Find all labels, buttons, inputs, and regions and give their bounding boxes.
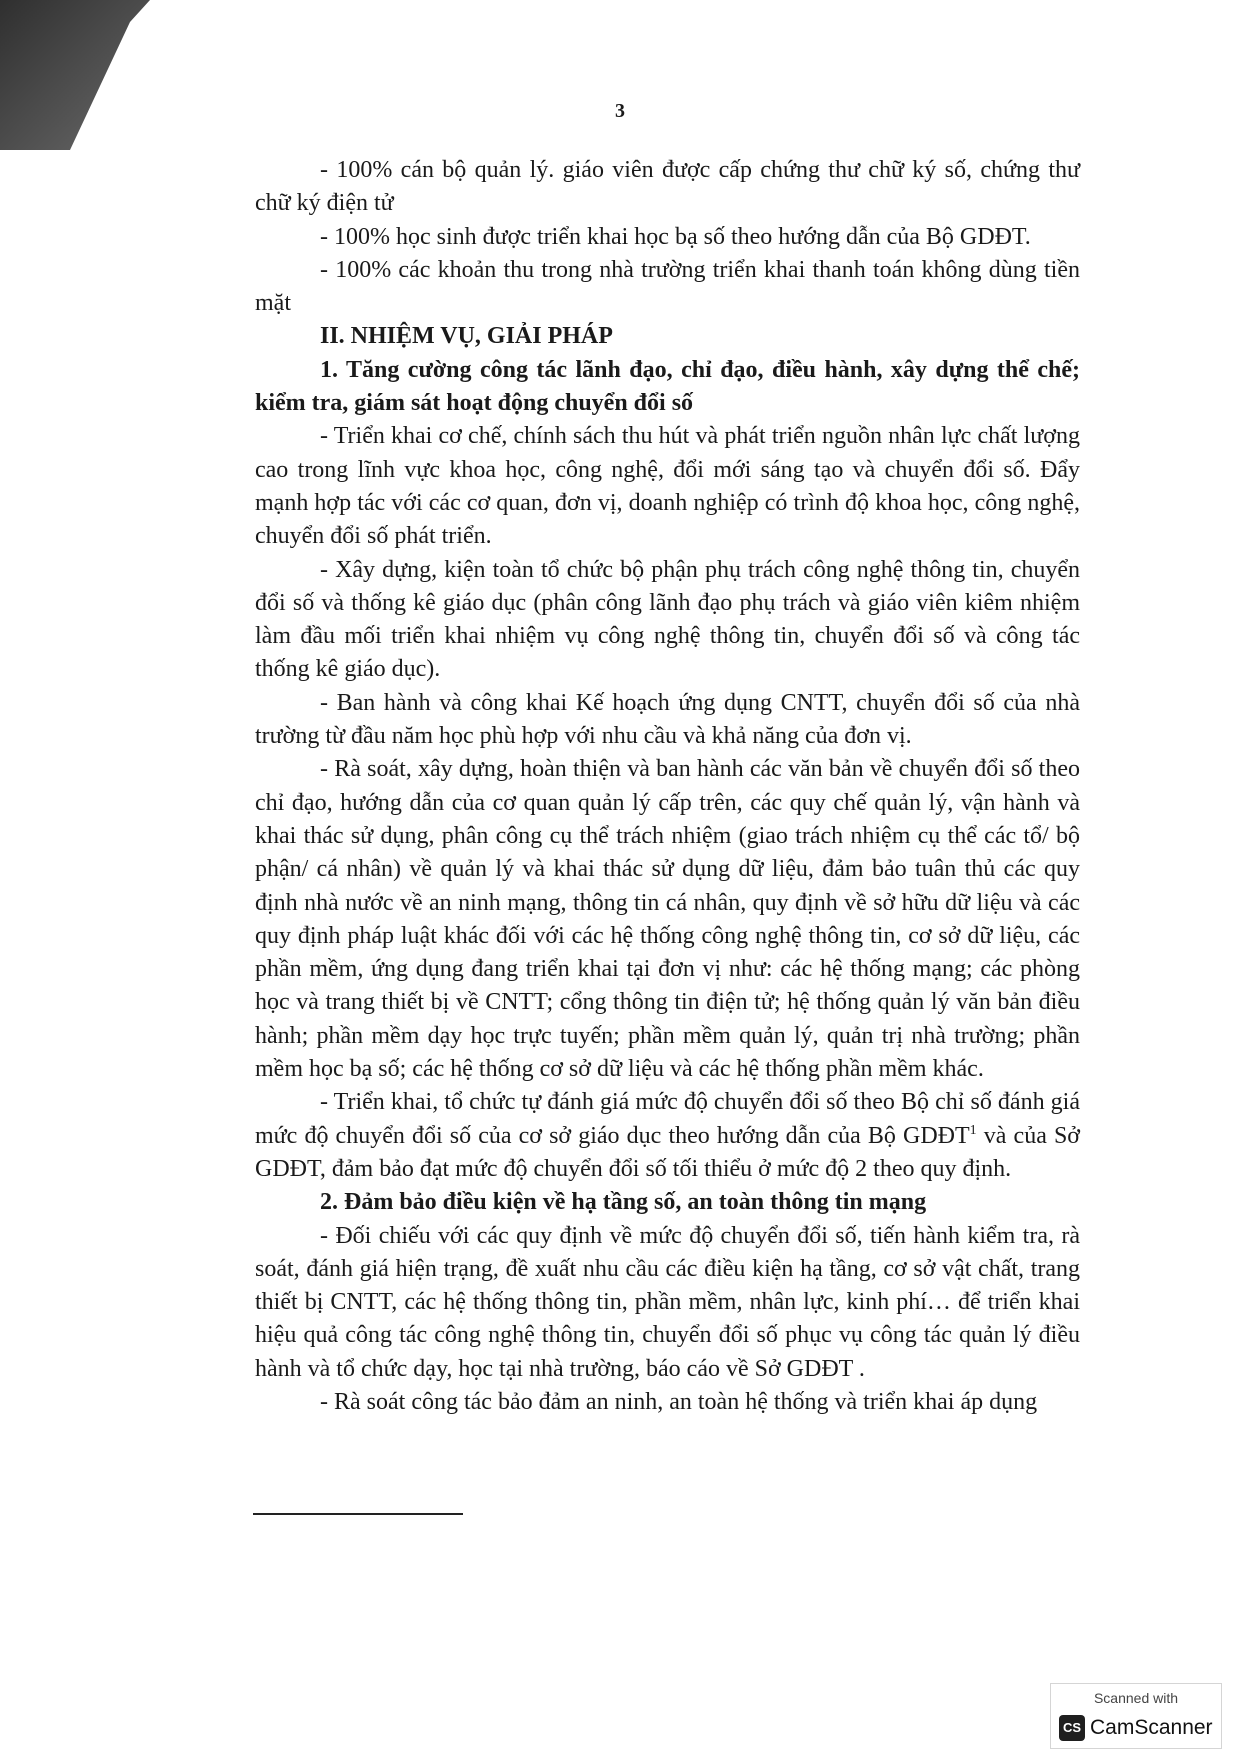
item-1-paragraph-footnoted bbox=[255, 1086, 1080, 1186]
target-paragraph: - 100% cán bộ quản lý. giáo viên được cấp chứng thư chữ ký số, chứng thư chữ ký điện tử bbox=[255, 157, 1080, 217]
paragraph-text: và của Sở GDĐT, đảm bảo đạt mức độ chuyển đổi số tối thiểu ở mức độ 2 theo quy định. bbox=[255, 1122, 1080, 1182]
footnote-separator bbox=[253, 1513, 463, 1515]
camscanner-watermark bbox=[1050, 1683, 1222, 1749]
item-1-paragraph: - Triển khai cơ chế, chính sách thu hút và phát triển nguồn nhân lực chất lượng cao trong lĩnh vực khoa học, công nghệ, đổi mới sáng tạo và chuyển đổi số. Đẩy mạnh hợp tác với các cơ quan, đơn vị, doanh nghiệp có trình độ khoa học, công nghệ, chuyển đổi số phát triển. bbox=[255, 423, 1080, 550]
target-paragraph: - 100% các khoản thu trong nhà trường triển khai thanh toán không dùng tiền mặt bbox=[255, 256, 1080, 317]
item-2-paragraph: - Rà soát công tác bảo đảm an ninh, an toàn hệ thống và triển khai áp dụng bbox=[320, 1388, 1038, 1415]
section-heading: II. NHIỆM VỤ, GIẢI PHÁP bbox=[320, 323, 613, 350]
item-2-paragraph: - Đối chiếu với các quy định về mức độ chuyển đổi số, tiến hành kiểm tra, rà soát, đánh giá hiện trạng, đề xuất nhu cầu các điều kiện hạ tầng, cơ sở vật chất, trang thiết bị CNTT, các hệ thống thông tin, phần mềm, nhân lực, kinh phí… để triển khai hiệu quả công tác công nghệ thông tin, chuyển đổi số phục vụ công tác quản lý điều hành và tổ chức dạy, học tại nhà trường, báo cáo về Sở GDĐT . bbox=[255, 1222, 1080, 1382]
item-1-paragraph: - Xây dựng, kiện toàn tổ chức bộ phận phụ trách công nghệ thông tin, chuyển đổi số và thống kê giáo dục (phân công lãnh đạo phụ trách và giáo viên kiêm nhiệm làm đầu mối triển khai nhiệm vụ công nghệ thông tin, chuyển đổi số và công tác thống kê giáo dục). bbox=[255, 556, 1080, 683]
target-paragraph: - 100% học sinh được triển khai học bạ số theo hướng dẫn của Bộ GDĐT. bbox=[320, 223, 1031, 250]
camscanner-logo-icon: CS bbox=[1059, 1715, 1085, 1741]
watermark-caption: Scanned with bbox=[1093, 1690, 1179, 1706]
document-body bbox=[255, 154, 1080, 1419]
item-2-heading: 2. Đảm bảo điều kiện về hạ tầng số, an toàn thông tin mạng bbox=[320, 1189, 927, 1216]
item-1-heading: 1. Tăng cường công tác lãnh đạo, chỉ đạo, điều hành, xây dựng thể chế; kiểm tra, giám sát hoạt động chuyển đổi số bbox=[255, 356, 1080, 417]
footnote-ref: 1 bbox=[969, 1122, 977, 1138]
page-number: 3 bbox=[615, 100, 625, 122]
paragraph-text: - Triển khai, tổ chức tự đánh giá mức độ chuyển đổi số theo Bộ chỉ số đánh giá mức độ chuyển đổi số của cơ sở giáo dục theo hướng dẫn của Bộ GDĐT bbox=[255, 1089, 1080, 1149]
item-1-paragraph: - Rà soát, xây dựng, hoàn thiện và ban hành các văn bản về chuyển đổi số theo chỉ đạo, hướng dẫn của cơ quan quản lý cấp trên, các quy chế quản lý, vận hành và khai thác sử dụng, phân công cụ thể trách nhiệm (giao trách nhiệm cụ thể các tổ/ bộ phận/ cá nhân) về quản lý và khai thác sử dụng dữ liệu, đảm bảo tuân thủ các quy định nhà nước về an ninh mạng, thông tin cá nhân, quy định về sở hữu dữ liệu và các quy định pháp luật khác đối với các hệ thống công nghệ thông tin, cơ sở dữ liệu, các phần mềm, ứng dụng đang triển khai tại đơn vị như: các hệ thống mạng; các phòng học và trang thiết bị về CNTT; cổng thông tin điện tử; hệ thống quản lý văn bản điều hành; phần mềm dạy học trực tuyến; phần mềm quản lý, quản trị nhà trường; phần mềm học bạ số; các hệ thống cơ sở dữ liệu và các hệ thống phần mềm khác. bbox=[255, 756, 1080, 1083]
item-1-paragraph: - Ban hành và công khai Kế hoạch ứng dụng CNTT, chuyển đổi số của nhà trường từ đầu năm học phù hợp với nhu cầu và khả năng của đơn vị. bbox=[255, 689, 1080, 750]
scan-corner-shadow bbox=[0, 0, 150, 150]
watermark-brand: CamScanner bbox=[1090, 1716, 1213, 1739]
